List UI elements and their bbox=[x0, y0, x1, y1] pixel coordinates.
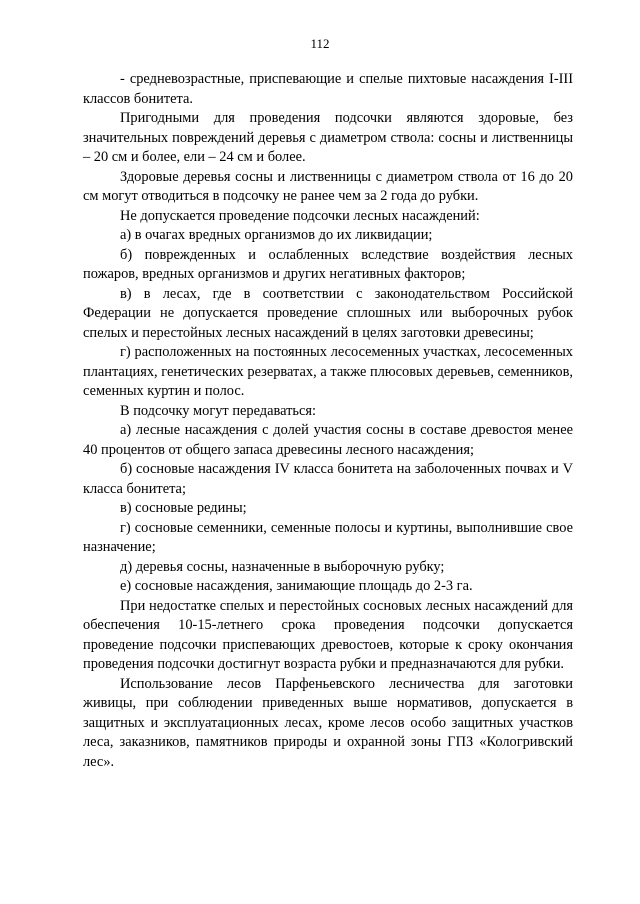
list-item: г) сосновые семенники, семенные полосы и куртины, выполнившие свое назначение; bbox=[83, 519, 573, 555]
paragraph: Пригодными для проведения подсочки являются здоровые, без значительных повреждений деревья с диаметром ствола: сосны и лиственницы – 20 см и более, ели – 24 см и более. bbox=[83, 110, 573, 165]
list-item: б) поврежденных и ослабленных вследствие воздействия лесных пожаров, вредных организмов и других негативных факторов; bbox=[83, 246, 573, 282]
page-number: 112 bbox=[310, 36, 330, 51]
list-item: г) расположенных на постоянных лесосеменных участках, лесосеменных плантациях, генетических резерватах, а также плюсовых деревьев, семенников, семенных куртин и полос. bbox=[83, 344, 573, 399]
list-item: е) сосновые насаждения, занимающие площадь до 2-3 га. bbox=[120, 578, 473, 594]
paragraph: Не допускается проведение подсочки лесных насаждений: bbox=[120, 207, 480, 224]
paragraph: При недостатке спелых и перестойных сосновых лесных насаждений для обеспечения 10-15-летнего срока проведения подсочки допускается проведение подсочки приспевающих древостоев, которые к сроку окончания проведения подсочки достигнут возраста рубки и предназначаются для рубки. bbox=[83, 597, 573, 672]
paragraph: В подсочку могут передаваться: bbox=[120, 402, 316, 419]
list-item: б) сосновые насаждения IV класса бонитета на заболоченных почвах и V класса бонитета; bbox=[83, 461, 573, 497]
list-item: а) в очагах вредных организмов до их ликвидации; bbox=[120, 227, 433, 243]
list-item: д) деревья сосны, назначенные в выборочную рубку; bbox=[120, 558, 445, 575]
body-text bbox=[83, 70, 573, 772]
list-item: в) в лесах, где в соответствии с законодательством Российской Федерации не допускается проведение сплошных или выборочных рубок спелых и перестойных лесных насаждений в целях заготовки древесины; bbox=[83, 285, 573, 341]
list-item: в) сосновые редины; bbox=[120, 500, 247, 516]
paragraph: - средневозрастные, приспевающие и спелые пихтовые насаждения I-III классов бонитета. bbox=[83, 71, 573, 107]
paragraph: Использование лесов Парфеньевского лесничества для заготовки живицы, при соблюдении приведенных выше нормативов, допускается в защитных и эксплуатационных лесах, кроме лесов особо защитных участков леса, заказников, памятников природы и охранной зоны ГПЗ «Кологривский лес». bbox=[83, 675, 573, 770]
list-item: а) лесные насаждения с долей участия сосны в составе древостоя менее 40 процентов от общего запаса древесины лесного насаждения; bbox=[83, 422, 573, 458]
paragraph: Здоровые деревья сосны и лиственницы с диаметром ствола от 16 до 20 см могут отводиться в подсочку не ранее чем за 2 года до рубки. bbox=[83, 168, 573, 204]
